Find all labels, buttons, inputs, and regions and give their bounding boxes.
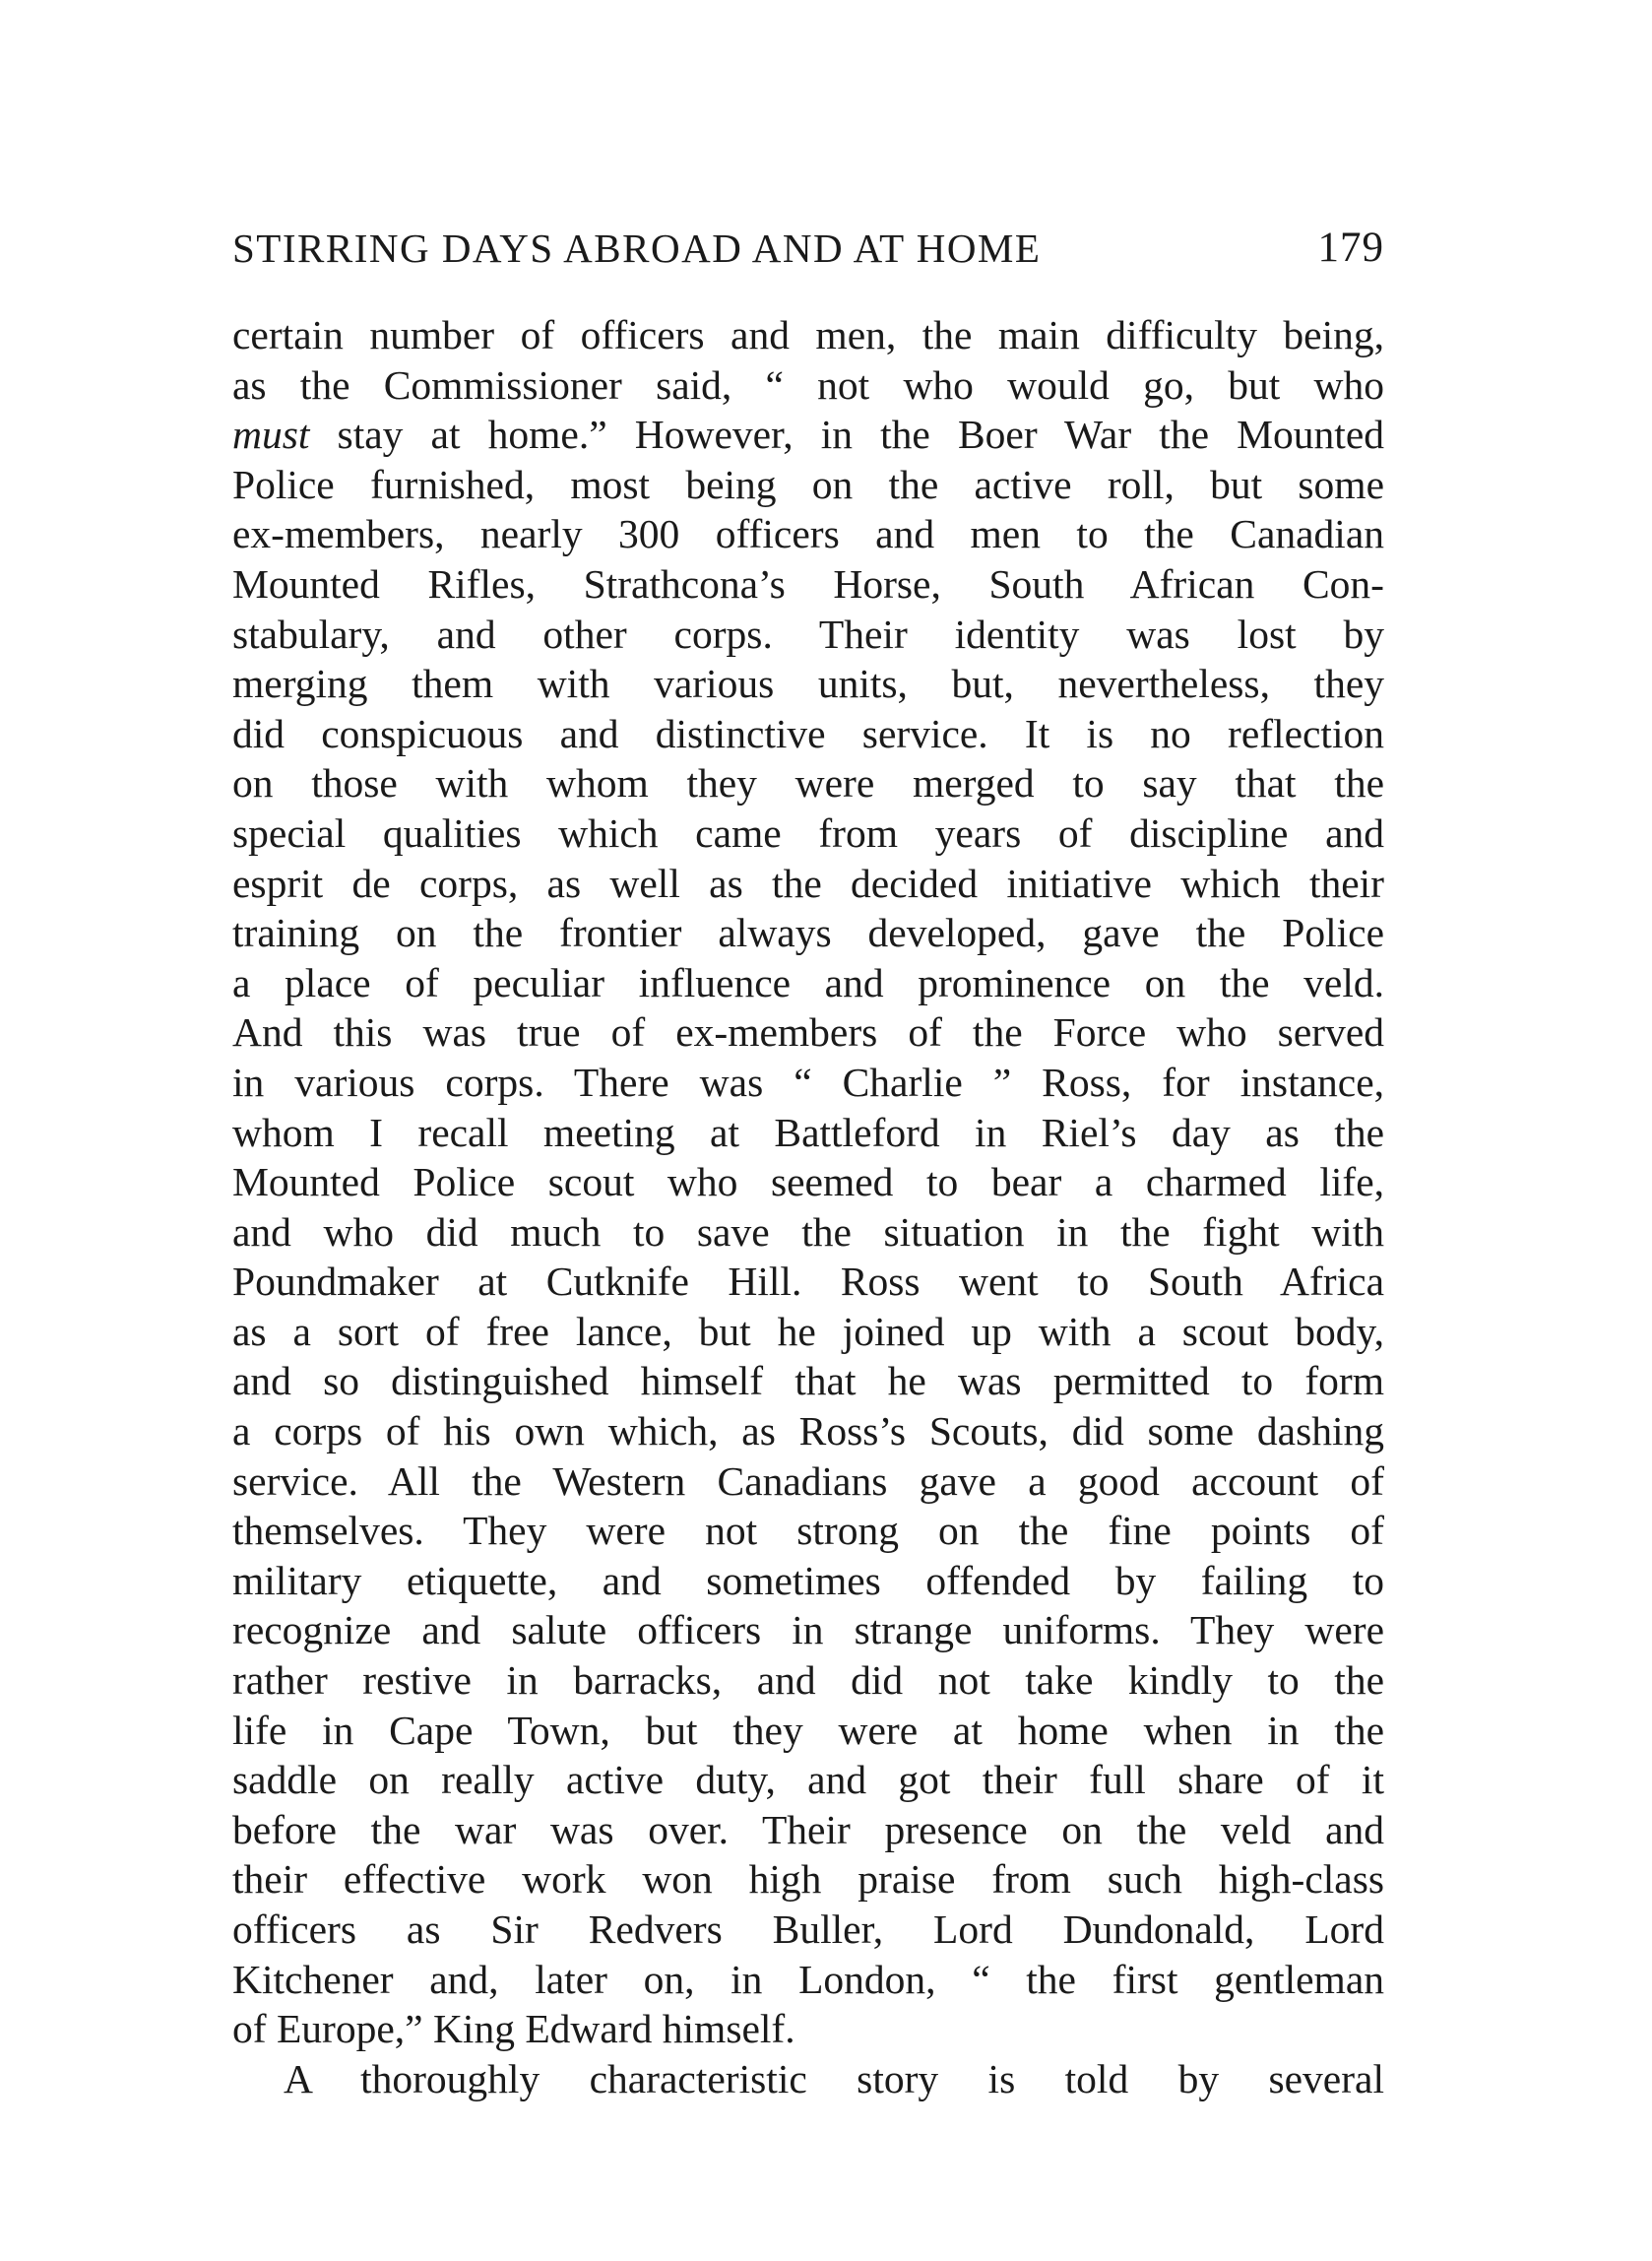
text-line: and so distinguished himself that he was permitted to form [232,1358,1384,1404]
text-line: ex-members, nearly 300 officers and men to the Canadian [232,511,1384,557]
text-line: did conspicuous and distinctive service. It is no reflection [232,710,1384,756]
paragraph-start-line: A thoroughly characteristic story is told by several [284,2055,1384,2101]
text-line: a corps of his own which, as Ross’s Scouts, did some dashing [232,1408,1384,1454]
text-line: special qualities which came from years of discipline and [232,809,1384,856]
text-line: whom I recall meeting at Battleford in Riel’s day as the [232,1109,1384,1155]
text-line: Mounted Police scout who seemed to bear a charmed life, [232,1159,1384,1205]
text-line: their effective work won high praise from such high-class [232,1856,1384,1903]
text-line: Kitchener and, later on, in London, “ the first gentleman [232,1956,1384,2002]
text-line: Police furnished, most being on the active roll, but some [232,461,1384,507]
text-line: And this was true of ex-members of the Force who served [232,1009,1384,1056]
text-line: saddle on really active duty, and got their full share of it [232,1757,1384,1803]
text-line: themselves. They were not strong on the fine points of [232,1508,1384,1554]
text-line: a place of peculiar influence and prominence on the veld. [232,959,1384,1005]
text-line: service. All the Western Canadians gave a good account of [232,1457,1384,1504]
text-line: recognize and salute officers in strange uniforms. They were [232,1607,1384,1653]
text-line: Mounted Rifles, Strathcona’s Horse, South African Con- [232,560,1384,607]
text-line: in various corps. There was “ Charlie ” Ross, for instance, [232,1059,1384,1105]
text-line: officers as Sir Redvers Buller, Lord Dundonald, Lord [232,1906,1384,1952]
text-line-rest: stay at home.” However, in the Boer War the Mounted [309,412,1384,458]
text-line: training on the frontier always developed, gave the Police [232,910,1384,956]
text-line: before the war was over. Their presence on the veld and [232,1806,1384,1852]
text-line: esprit de corps, as well as the decided initiative which their [232,860,1384,906]
paragraph-end-line: of Europe,” King Edward himself. [232,2006,795,2052]
text-line: stabulary, and other corps. Their identity was lost by [232,611,1384,657]
text-line: certain number of officers and men, the main difficulty being, [232,312,1384,357]
emphasis-must: must [232,412,310,458]
text-line: as the Commissioner said, “ not who would go, but who [232,361,1384,408]
text-line: rather restive in barracks, and did not take kindly to the [232,1657,1384,1704]
text-line: as a sort of free lance, but he joined up with a scout body, [232,1308,1384,1354]
page-number: 179 [1317,225,1384,271]
text-line: merging them with various units, but, nevertheless, they [232,661,1384,707]
body-text [232,310,1384,2103]
text-line: Poundmaker at Cutknife Hill. Ross went to South Africa [232,1259,1384,1305]
text-line: and who did much to save the situation in the fight with [232,1208,1384,1255]
text-line: life in Cape Town, but they were at home when in the [232,1707,1384,1753]
text-line [232,410,1384,460]
running-head [232,209,1384,288]
text-line: on those with whom they were merged to say that the [232,760,1384,807]
running-title: STIRRING DAYS ABROAD AND AT HOME [232,226,1042,271]
text-line: military etiquette, and sometimes offended by failing to [232,1557,1384,1603]
